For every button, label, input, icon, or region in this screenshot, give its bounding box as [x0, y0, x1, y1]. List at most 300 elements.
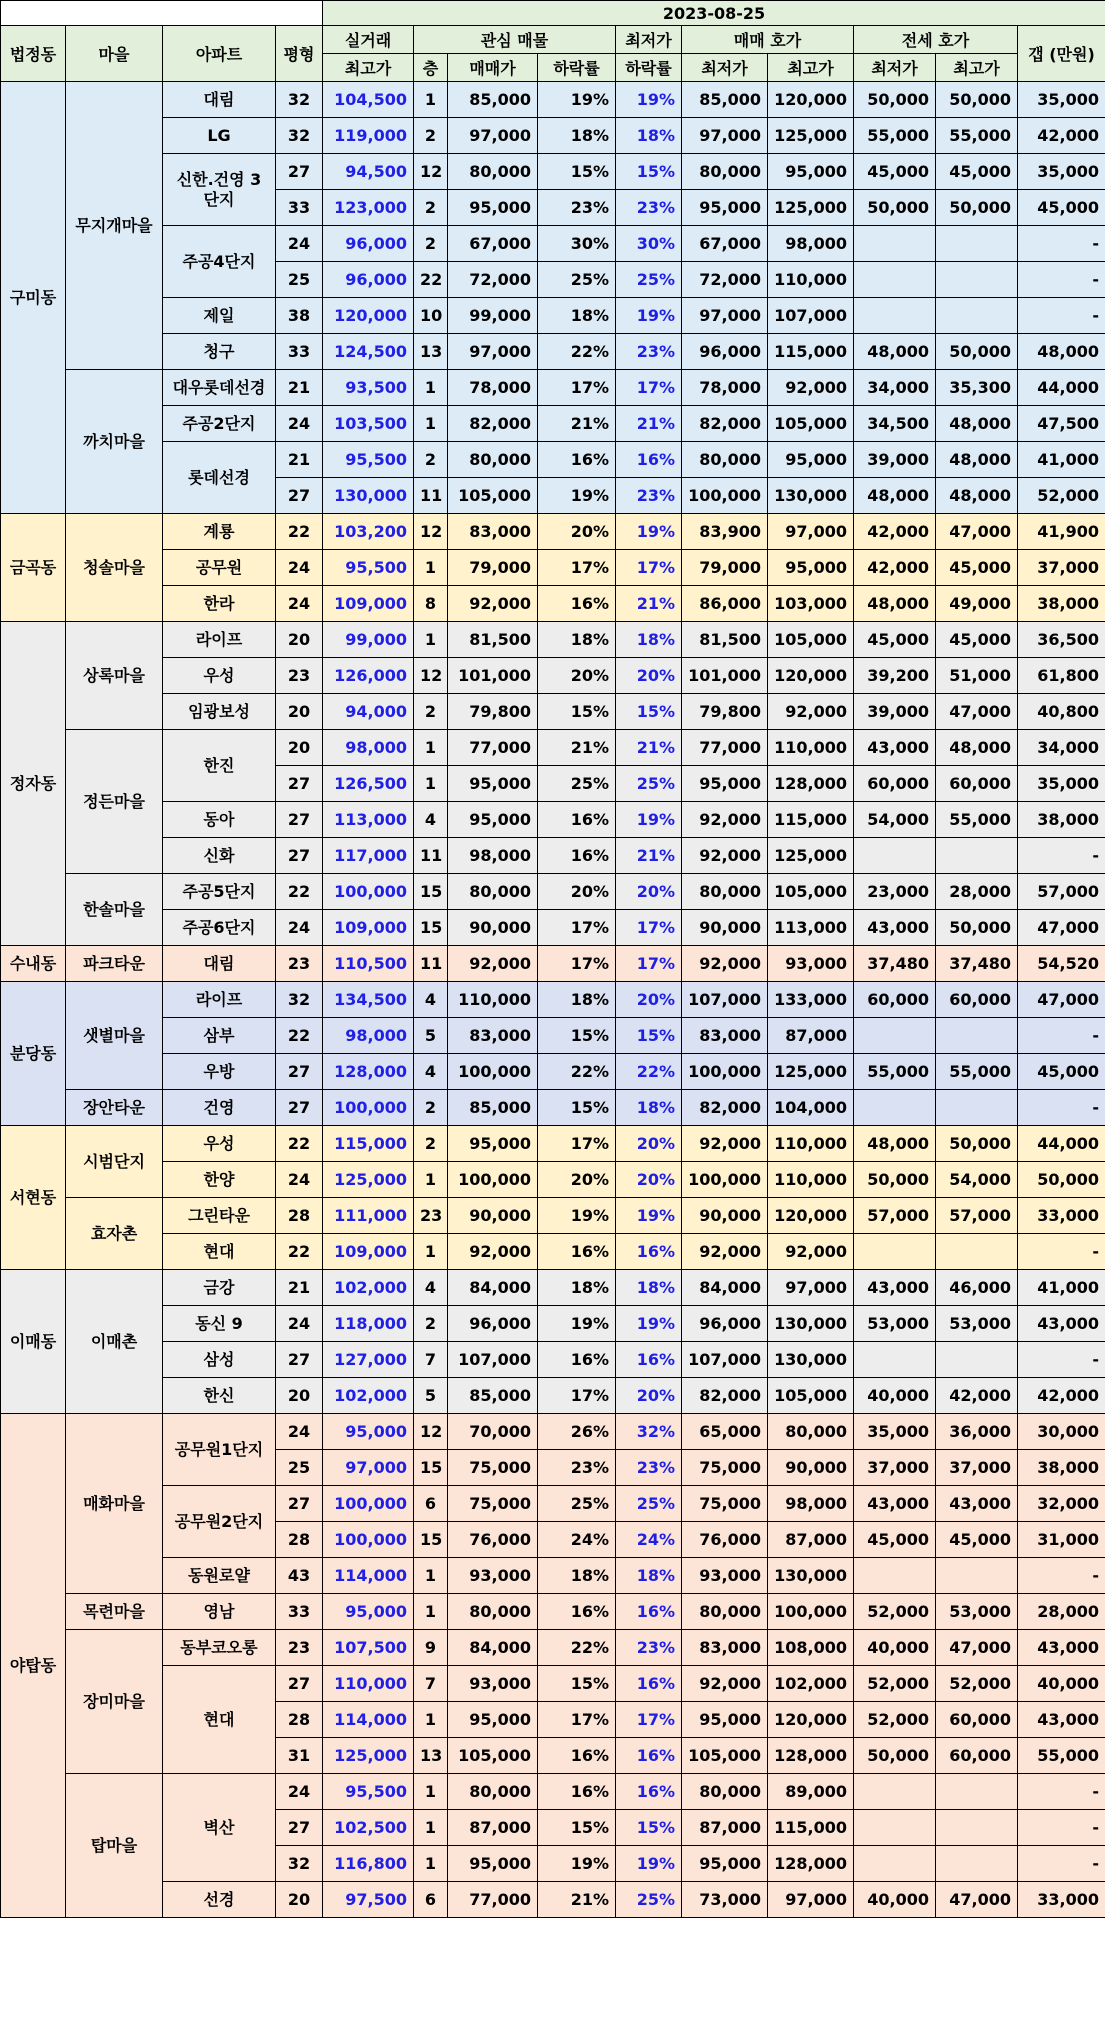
- lease-min-cell: [854, 1846, 936, 1882]
- apt-cell: 금강: [163, 1270, 276, 1306]
- lease-max-cell: 50,000: [936, 334, 1018, 370]
- village-cell: 정든마을: [66, 730, 163, 874]
- sale-price-cell: 105,000: [448, 478, 538, 514]
- size-cell: 24: [276, 1162, 323, 1198]
- actual-high-cell: 109,000: [323, 910, 414, 946]
- sale-max-cell: 105,000: [768, 622, 854, 658]
- drop-rate-cell: 21%: [538, 406, 616, 442]
- size-cell: 22: [276, 514, 323, 550]
- lease-max-cell: [936, 226, 1018, 262]
- sale-max-cell: 103,000: [768, 586, 854, 622]
- lease-max-cell: [936, 1234, 1018, 1270]
- gap-cell: 41,900: [1018, 514, 1105, 550]
- lease-min-cell: 42,000: [854, 514, 936, 550]
- actual-high-cell: 102,000: [323, 1378, 414, 1414]
- table-row: [1, 1666, 1105, 1702]
- min-drop-cell: 23%: [616, 1630, 682, 1666]
- floor-cell: 2: [414, 226, 448, 262]
- table-row: [1, 1486, 1105, 1522]
- lease-max-cell: [936, 298, 1018, 334]
- min-drop-cell: 21%: [616, 730, 682, 766]
- drop-rate-cell: 19%: [538, 1306, 616, 1342]
- gap-cell: 55,000: [1018, 1738, 1105, 1774]
- apt-cell: 대우롯데선경: [163, 370, 276, 406]
- size-cell: 20: [276, 694, 323, 730]
- sale-price-cell: 97,000: [448, 118, 538, 154]
- floor-cell: 23: [414, 1198, 448, 1234]
- gap-cell: -: [1018, 226, 1105, 262]
- table-row: [1, 1162, 1105, 1198]
- floor-cell: 12: [414, 154, 448, 190]
- sale-max-cell: 130,000: [768, 478, 854, 514]
- sale-price-cell: 72,000: [448, 262, 538, 298]
- lease-min-cell: 43,000: [854, 1270, 936, 1306]
- lease-min-cell: [854, 1090, 936, 1126]
- drop-rate-cell: 19%: [538, 478, 616, 514]
- lease-max-cell: 48,000: [936, 442, 1018, 478]
- size-cell: 27: [276, 154, 323, 190]
- drop-rate-cell: 18%: [538, 118, 616, 154]
- table-row: [1, 586, 1105, 622]
- sale-max-cell: 133,000: [768, 982, 854, 1018]
- size-cell: 23: [276, 946, 323, 982]
- floor-cell: 6: [414, 1486, 448, 1522]
- sale-price-cell: 93,000: [448, 1558, 538, 1594]
- lease-max-cell: 42,000: [936, 1378, 1018, 1414]
- lease-min-cell: [854, 1774, 936, 1810]
- size-cell: 24: [276, 1306, 323, 1342]
- min-drop-cell: 18%: [616, 1090, 682, 1126]
- sale-max-cell: 125,000: [768, 118, 854, 154]
- header-gap: 갭 (만원): [1018, 26, 1105, 82]
- header-sale-quote: 매매 호가: [682, 26, 854, 54]
- size-cell: 20: [276, 730, 323, 766]
- actual-high-cell: 102,000: [323, 1270, 414, 1306]
- size-cell: 24: [276, 406, 323, 442]
- header-sale-highest: 최고가: [768, 54, 854, 82]
- floor-cell: 7: [414, 1342, 448, 1378]
- drop-rate-cell: 15%: [538, 1090, 616, 1126]
- sale-min-cell: 100,000: [682, 1162, 768, 1198]
- size-cell: 27: [276, 1486, 323, 1522]
- sale-price-cell: 83,000: [448, 1018, 538, 1054]
- lease-max-cell: 45,000: [936, 154, 1018, 190]
- drop-rate-cell: 23%: [538, 1450, 616, 1486]
- drop-rate-cell: 15%: [538, 1666, 616, 1702]
- floor-cell: 11: [414, 946, 448, 982]
- actual-high-cell: 109,000: [323, 586, 414, 622]
- min-drop-cell: 20%: [616, 1126, 682, 1162]
- floor-cell: 15: [414, 910, 448, 946]
- drop-rate-cell: 15%: [538, 694, 616, 730]
- floor-cell: 1: [414, 370, 448, 406]
- sale-min-cell: 97,000: [682, 298, 768, 334]
- drop-rate-cell: 20%: [538, 874, 616, 910]
- dong-cell: 야탑동: [1, 1414, 66, 1918]
- min-drop-cell: 19%: [616, 1198, 682, 1234]
- floor-cell: 2: [414, 442, 448, 478]
- drop-rate-cell: 23%: [538, 190, 616, 226]
- gap-cell: 42,000: [1018, 118, 1105, 154]
- actual-high-cell: 103,500: [323, 406, 414, 442]
- sale-price-cell: 67,000: [448, 226, 538, 262]
- min-drop-cell: 20%: [616, 982, 682, 1018]
- sale-price-cell: 84,000: [448, 1270, 538, 1306]
- floor-cell: 4: [414, 1054, 448, 1090]
- table-row: [1, 1234, 1105, 1270]
- lease-max-cell: [936, 1810, 1018, 1846]
- actual-high-cell: 96,000: [323, 262, 414, 298]
- actual-high-cell: 128,000: [323, 1054, 414, 1090]
- actual-high-cell: 97,000: [323, 1450, 414, 1486]
- lease-min-cell: 53,000: [854, 1306, 936, 1342]
- lease-max-cell: 49,000: [936, 586, 1018, 622]
- header-apt: 아파트: [163, 26, 276, 82]
- min-drop-cell: 15%: [616, 1810, 682, 1846]
- table-row: [1, 370, 1105, 406]
- sale-max-cell: 87,000: [768, 1522, 854, 1558]
- sale-min-cell: 90,000: [682, 1198, 768, 1234]
- floor-cell: 5: [414, 1378, 448, 1414]
- size-cell: 24: [276, 550, 323, 586]
- actual-high-cell: 127,000: [323, 1342, 414, 1378]
- gap-cell: -: [1018, 298, 1105, 334]
- village-cell: 시범단지: [66, 1126, 163, 1198]
- gap-cell: 30,000: [1018, 1414, 1105, 1450]
- size-cell: 43: [276, 1558, 323, 1594]
- lease-max-cell: 47,000: [936, 1882, 1018, 1918]
- table-header: [1, 1, 1105, 82]
- sale-price-cell: 80,000: [448, 874, 538, 910]
- table-row: [1, 874, 1105, 910]
- sale-min-cell: 105,000: [682, 1738, 768, 1774]
- min-drop-cell: 21%: [616, 406, 682, 442]
- header-min-bottom: 하락률: [616, 54, 682, 82]
- gap-cell: 44,000: [1018, 1126, 1105, 1162]
- apt-cell: 신화: [163, 838, 276, 874]
- lease-max-cell: 50,000: [936, 910, 1018, 946]
- floor-cell: 1: [414, 82, 448, 118]
- header-actual-top: 실거래: [323, 26, 414, 54]
- gap-cell: -: [1018, 1018, 1105, 1054]
- sale-max-cell: 125,000: [768, 838, 854, 874]
- gap-cell: 38,000: [1018, 1450, 1105, 1486]
- drop-rate-cell: 16%: [538, 1738, 616, 1774]
- dong-cell: 수내동: [1, 946, 66, 982]
- floor-cell: 1: [414, 1162, 448, 1198]
- apt-cell: 주공5단지: [163, 874, 276, 910]
- lease-min-cell: 60,000: [854, 982, 936, 1018]
- sale-max-cell: 98,000: [768, 1486, 854, 1522]
- sale-price-cell: 80,000: [448, 442, 538, 478]
- min-drop-cell: 30%: [616, 226, 682, 262]
- sale-price-cell: 81,500: [448, 622, 538, 658]
- lease-min-cell: 48,000: [854, 1126, 936, 1162]
- sale-max-cell: 130,000: [768, 1558, 854, 1594]
- size-cell: 33: [276, 334, 323, 370]
- lease-min-cell: [854, 262, 936, 298]
- sale-price-cell: 98,000: [448, 838, 538, 874]
- sale-max-cell: 120,000: [768, 658, 854, 694]
- drop-rate-cell: 18%: [538, 298, 616, 334]
- actual-high-cell: 100,000: [323, 1090, 414, 1126]
- gap-cell: 35,000: [1018, 82, 1105, 118]
- apt-cell: 청구: [163, 334, 276, 370]
- village-cell: 상록마을: [66, 622, 163, 730]
- sale-min-cell: 75,000: [682, 1486, 768, 1522]
- gap-cell: -: [1018, 262, 1105, 298]
- min-drop-cell: 20%: [616, 658, 682, 694]
- lease-max-cell: 45,000: [936, 1522, 1018, 1558]
- apt-cell: 롯데선경: [163, 442, 276, 514]
- village-cell: 장안타운: [66, 1090, 163, 1126]
- size-cell: 20: [276, 1378, 323, 1414]
- floor-cell: 2: [414, 1306, 448, 1342]
- lease-max-cell: 55,000: [936, 1054, 1018, 1090]
- lease-max-cell: 37,480: [936, 946, 1018, 982]
- sale-min-cell: 86,000: [682, 586, 768, 622]
- sale-min-cell: 95,000: [682, 1846, 768, 1882]
- floor-cell: 9: [414, 1630, 448, 1666]
- actual-high-cell: 125,000: [323, 1162, 414, 1198]
- min-drop-cell: 16%: [616, 442, 682, 478]
- gap-cell: 44,000: [1018, 370, 1105, 406]
- sale-min-cell: 85,000: [682, 82, 768, 118]
- apt-cell: 현대: [163, 1666, 276, 1774]
- header-lease-lowest: 최저가: [854, 54, 936, 82]
- gap-cell: 43,000: [1018, 1702, 1105, 1738]
- sale-price-cell: 78,000: [448, 370, 538, 406]
- table-row: [1, 1306, 1105, 1342]
- lease-max-cell: 54,000: [936, 1162, 1018, 1198]
- sale-min-cell: 100,000: [682, 1054, 768, 1090]
- lease-min-cell: 40,000: [854, 1882, 936, 1918]
- table-row: [1, 1342, 1105, 1378]
- village-cell: 파크타운: [66, 946, 163, 982]
- drop-rate-cell: 20%: [538, 514, 616, 550]
- sale-price-cell: 92,000: [448, 586, 538, 622]
- min-drop-cell: 19%: [616, 514, 682, 550]
- lease-min-cell: 52,000: [854, 1702, 936, 1738]
- apt-cell: 현대: [163, 1234, 276, 1270]
- lease-max-cell: 45,000: [936, 622, 1018, 658]
- dong-cell: 금곡동: [1, 514, 66, 622]
- drop-rate-cell: 15%: [538, 154, 616, 190]
- actual-high-cell: 95,000: [323, 1594, 414, 1630]
- lease-max-cell: 52,000: [936, 1666, 1018, 1702]
- min-drop-cell: 23%: [616, 478, 682, 514]
- lease-min-cell: 35,000: [854, 1414, 936, 1450]
- min-drop-cell: 18%: [616, 118, 682, 154]
- size-cell: 32: [276, 1846, 323, 1882]
- table-row: [1, 1126, 1105, 1162]
- drop-rate-cell: 16%: [538, 586, 616, 622]
- size-cell: 22: [276, 1018, 323, 1054]
- sale-max-cell: 125,000: [768, 1054, 854, 1090]
- sale-max-cell: 92,000: [768, 1234, 854, 1270]
- table-row: [1, 802, 1105, 838]
- sale-min-cell: 83,900: [682, 514, 768, 550]
- sale-max-cell: 93,000: [768, 946, 854, 982]
- gap-cell: 57,000: [1018, 874, 1105, 910]
- village-cell: 청솔마을: [66, 514, 163, 622]
- gap-cell: -: [1018, 1846, 1105, 1882]
- header-min-top: 최저가: [616, 26, 682, 54]
- sale-min-cell: 82,000: [682, 1378, 768, 1414]
- table-row: [1, 406, 1105, 442]
- floor-cell: 5: [414, 1018, 448, 1054]
- table-row: [1, 1414, 1105, 1450]
- actual-high-cell: 120,000: [323, 298, 414, 334]
- actual-high-cell: 107,500: [323, 1630, 414, 1666]
- lease-min-cell: [854, 1810, 936, 1846]
- table-row: [1, 550, 1105, 586]
- size-cell: 21: [276, 370, 323, 406]
- sale-max-cell: 104,000: [768, 1090, 854, 1126]
- gap-cell: 41,000: [1018, 442, 1105, 478]
- apt-cell: 라이프: [163, 622, 276, 658]
- size-cell: 24: [276, 226, 323, 262]
- size-cell: 27: [276, 838, 323, 874]
- table-row: [1, 1198, 1105, 1234]
- actual-high-cell: 117,000: [323, 838, 414, 874]
- size-cell: 22: [276, 874, 323, 910]
- lease-min-cell: 60,000: [854, 766, 936, 802]
- gap-cell: -: [1018, 1342, 1105, 1378]
- actual-high-cell: 95,500: [323, 550, 414, 586]
- apt-cell: 계룡: [163, 514, 276, 550]
- village-cell: 이매촌: [66, 1270, 163, 1414]
- floor-cell: 15: [414, 1450, 448, 1486]
- sale-min-cell: 100,000: [682, 478, 768, 514]
- apt-cell: 한진: [163, 730, 276, 802]
- apt-cell: 동원로얄: [163, 1558, 276, 1594]
- floor-cell: 2: [414, 694, 448, 730]
- village-cell: 장미마을: [66, 1630, 163, 1774]
- header-drop-rate: 하락률: [538, 54, 616, 82]
- sale-price-cell: 80,000: [448, 1774, 538, 1810]
- lease-min-cell: 50,000: [854, 1162, 936, 1198]
- sale-max-cell: 89,000: [768, 1774, 854, 1810]
- drop-rate-cell: 20%: [538, 1162, 616, 1198]
- sale-price-cell: 77,000: [448, 1882, 538, 1918]
- sale-price-cell: 70,000: [448, 1414, 538, 1450]
- floor-cell: 2: [414, 1090, 448, 1126]
- gap-cell: 38,000: [1018, 586, 1105, 622]
- min-drop-cell: 17%: [616, 1702, 682, 1738]
- gap-cell: 33,000: [1018, 1882, 1105, 1918]
- size-cell: 24: [276, 910, 323, 946]
- size-cell: 27: [276, 1666, 323, 1702]
- sale-min-cell: 96,000: [682, 1306, 768, 1342]
- gap-cell: 35,000: [1018, 154, 1105, 190]
- sale-price-cell: 100,000: [448, 1162, 538, 1198]
- sale-price-cell: 93,000: [448, 1666, 538, 1702]
- gap-cell: -: [1018, 838, 1105, 874]
- sale-max-cell: 105,000: [768, 406, 854, 442]
- sale-price-cell: 85,000: [448, 82, 538, 118]
- sale-max-cell: 110,000: [768, 1126, 854, 1162]
- sale-max-cell: 97,000: [768, 514, 854, 550]
- drop-rate-cell: 18%: [538, 622, 616, 658]
- actual-high-cell: 95,000: [323, 1414, 414, 1450]
- lease-min-cell: 48,000: [854, 478, 936, 514]
- min-drop-cell: 18%: [616, 1558, 682, 1594]
- gap-cell: 48,000: [1018, 334, 1105, 370]
- sale-max-cell: 95,000: [768, 154, 854, 190]
- sale-max-cell: 110,000: [768, 1162, 854, 1198]
- table-row: [1, 82, 1105, 118]
- dong-cell: 이매동: [1, 1270, 66, 1414]
- lease-max-cell: 60,000: [936, 1738, 1018, 1774]
- lease-min-cell: 55,000: [854, 118, 936, 154]
- sale-max-cell: 128,000: [768, 766, 854, 802]
- actual-high-cell: 115,000: [323, 1126, 414, 1162]
- sale-price-cell: 83,000: [448, 514, 538, 550]
- min-drop-cell: 19%: [616, 802, 682, 838]
- lease-min-cell: [854, 298, 936, 334]
- lease-max-cell: 53,000: [936, 1306, 1018, 1342]
- drop-rate-cell: 18%: [538, 1558, 616, 1594]
- sale-price-cell: 101,000: [448, 658, 538, 694]
- village-cell: 무지개마을: [66, 82, 163, 370]
- sale-min-cell: 73,000: [682, 1882, 768, 1918]
- apt-cell: 건영: [163, 1090, 276, 1126]
- size-cell: 27: [276, 1810, 323, 1846]
- apt-cell: 제일: [163, 298, 276, 334]
- sale-max-cell: 130,000: [768, 1306, 854, 1342]
- sale-max-cell: 92,000: [768, 370, 854, 406]
- drop-rate-cell: 17%: [538, 550, 616, 586]
- actual-high-cell: 102,500: [323, 1810, 414, 1846]
- size-cell: 28: [276, 1198, 323, 1234]
- table-row: [1, 838, 1105, 874]
- sale-price-cell: 79,800: [448, 694, 538, 730]
- lease-min-cell: 40,000: [854, 1378, 936, 1414]
- village-cell: 탑마을: [66, 1774, 163, 1918]
- min-drop-cell: 16%: [616, 1738, 682, 1774]
- sale-price-cell: 92,000: [448, 1234, 538, 1270]
- sale-max-cell: 95,000: [768, 442, 854, 478]
- floor-cell: 1: [414, 1558, 448, 1594]
- table-row: [1, 514, 1105, 550]
- floor-cell: 1: [414, 1594, 448, 1630]
- lease-max-cell: [936, 1846, 1018, 1882]
- drop-rate-cell: 17%: [538, 1378, 616, 1414]
- lease-min-cell: 57,000: [854, 1198, 936, 1234]
- size-cell: 21: [276, 442, 323, 478]
- gap-cell: 32,000: [1018, 1486, 1105, 1522]
- sale-max-cell: 100,000: [768, 1594, 854, 1630]
- gap-cell: -: [1018, 1810, 1105, 1846]
- lease-max-cell: [936, 262, 1018, 298]
- gap-cell: 42,000: [1018, 1378, 1105, 1414]
- apt-cell: 한라: [163, 586, 276, 622]
- apt-cell: 대림: [163, 946, 276, 982]
- sale-min-cell: 65,000: [682, 1414, 768, 1450]
- gap-cell: 50,000: [1018, 1162, 1105, 1198]
- actual-high-cell: 126,500: [323, 766, 414, 802]
- floor-cell: 11: [414, 838, 448, 874]
- sale-max-cell: 105,000: [768, 874, 854, 910]
- lease-min-cell: 52,000: [854, 1666, 936, 1702]
- floor-cell: 8: [414, 586, 448, 622]
- sale-min-cell: 78,000: [682, 370, 768, 406]
- drop-rate-cell: 17%: [538, 370, 616, 406]
- drop-rate-cell: 19%: [538, 1846, 616, 1882]
- floor-cell: 4: [414, 1270, 448, 1306]
- size-cell: 20: [276, 622, 323, 658]
